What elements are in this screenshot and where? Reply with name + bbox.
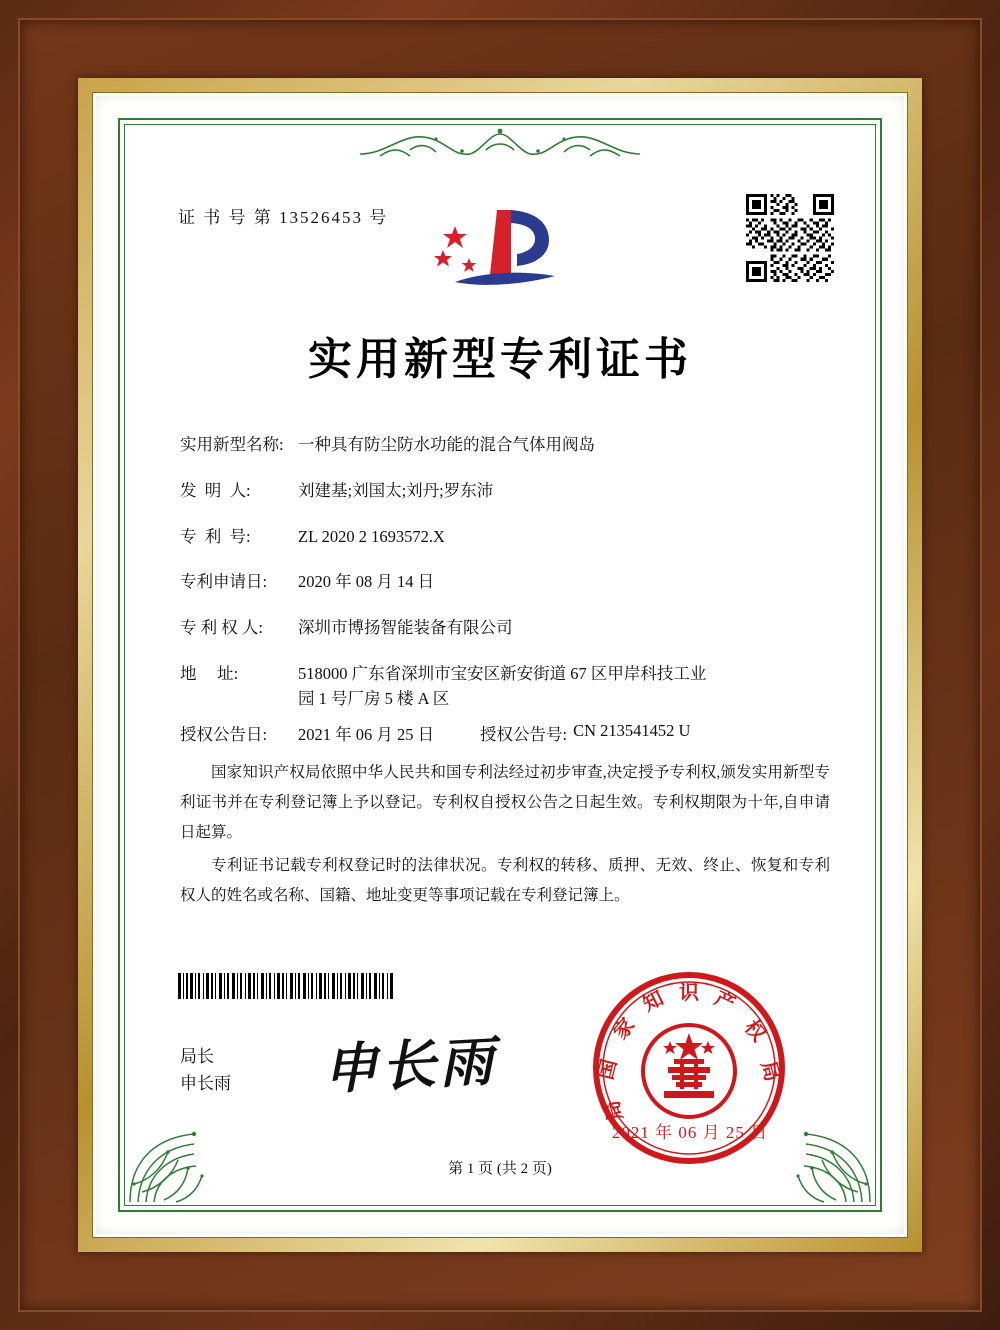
patent-fields	[180, 433, 832, 751]
field-label: 专利申请日:	[180, 572, 268, 592]
svg-text:权: 权	[739, 1015, 771, 1046]
legal-text	[180, 758, 830, 913]
svg-text:国: 国	[593, 1056, 622, 1082]
legal-paragraph-2: 专利证书记载专利权登记时的法律状况。专利权的转移、质押、无效、终止、恢复和专利权人的姓名或名称、国籍、地址变更等事项记载在专利登记簿上。	[180, 856, 830, 904]
field-value: 刘建基;刘国太;刘丹;罗东沛	[298, 480, 494, 500]
field-label: 实用新型名称:	[180, 435, 284, 454]
barcode	[178, 973, 398, 999]
field-label: 专 利 号:	[180, 526, 251, 546]
seal-date: 2021 年 06 月 25 日	[611, 1123, 769, 1142]
legal-paragraph-1: 国家知识产权局依照中华人民共和国专利法经过初步审查,决定授予专利权,颁发实用新型专利证书并在专利登记簿上予以登记。专利权自授权公告之日起生效。专利权期限为十年,自申请日起算。	[180, 764, 830, 842]
field-value: ZL 2020 2 1693572.X	[298, 526, 445, 546]
svg-text:局: 局	[599, 1098, 628, 1124]
field-value: 2020 年 08 月 14 日	[298, 572, 435, 592]
field-value: 深圳市博扬智能装备有限公司	[298, 618, 513, 637]
grant-date-label: 授权公告日:	[180, 725, 268, 745]
signature-block	[180, 1043, 231, 1097]
field-row-address	[180, 662, 832, 712]
svg-text:识: 识	[679, 980, 699, 1004]
field-row-patentee	[180, 616, 832, 641]
field-label: 专 利 权 人:	[180, 618, 263, 637]
field-row-patent-number	[180, 525, 832, 550]
certificate-page	[118, 118, 882, 1212]
svg-text:局: 局	[756, 1058, 786, 1084]
field-value: 一种具有防尘防水功能的混合气体用阀岛	[298, 435, 595, 454]
svg-text:产: 产	[710, 985, 740, 1016]
field-value	[298, 662, 832, 712]
grant-date-value: 2021 年 06 月 25 日	[298, 725, 435, 745]
page-footer: 第 1 页 (共 2 页)	[448, 1161, 552, 1177]
svg-text:知: 知	[638, 985, 668, 1016]
handwritten-signature: 申长雨	[321, 1028, 499, 1102]
director-name-label: 申长雨	[180, 1074, 231, 1094]
field-row-application-date	[180, 570, 832, 595]
field-row-utility-model-name	[180, 433, 832, 458]
director-role-label: 局长	[180, 1047, 214, 1066]
certificate-number: 证 书 号 第 13526453 号	[178, 208, 389, 227]
certificate-content	[118, 118, 882, 1212]
cnipa-logo-icon	[425, 198, 575, 293]
field-label: 发 明 人:	[180, 480, 251, 500]
page-title: 实用新型专利证书	[308, 334, 692, 385]
field-label: 地 址:	[180, 663, 239, 683]
grant-date-group	[180, 721, 480, 745]
address-line-2: 园 1 号厂房 5 楼 A 区	[298, 688, 450, 708]
grant-number-label: 授权公告号:	[480, 725, 568, 745]
svg-text:家: 家	[608, 1013, 640, 1044]
field-row-inventors	[180, 479, 832, 504]
grant-number-group	[480, 721, 690, 745]
qr-code	[746, 194, 834, 282]
field-row-grant-announcement	[180, 721, 832, 745]
address-line-1: 518000 广东省深圳市宝安区新安街道 67 区甲岸科技工业	[298, 663, 707, 683]
grant-number-value: CN 213541452 U	[573, 721, 691, 741]
